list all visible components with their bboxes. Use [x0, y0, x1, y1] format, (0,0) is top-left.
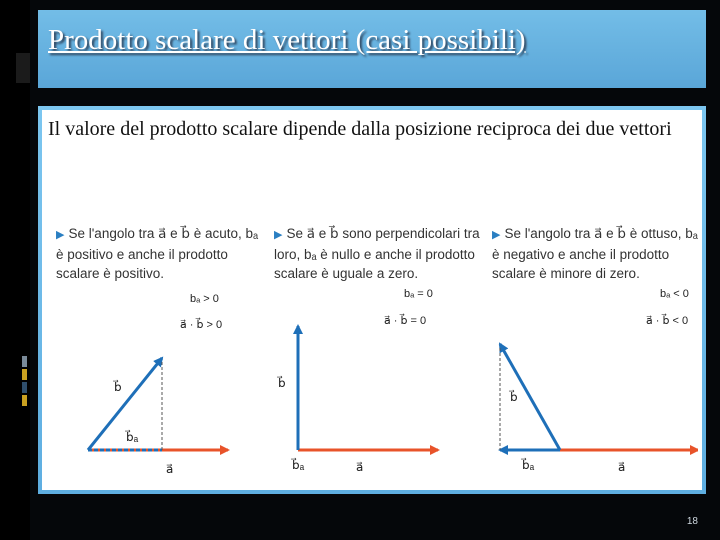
case-acute-description [56, 224, 268, 283]
case-acute-diagram [88, 358, 228, 450]
triangle-bullet-icon: ▶ [274, 229, 283, 241]
case-description-text: Se l'angolo tra a⃗ e b⃗ è ottuso, bₐ è negativo e anche il prodotto scalare è minore di zero. [492, 226, 698, 281]
content-box [38, 106, 706, 494]
label-b: b⃗ [278, 376, 286, 390]
decoration-square [16, 53, 30, 83]
condition-dot-product: a⃗ · b⃗ = 0 [384, 315, 427, 327]
decoration-bar [22, 382, 27, 393]
vector-figure [48, 214, 698, 486]
title-box [38, 10, 706, 88]
decoration-bar [22, 369, 27, 380]
case-description-text: Se a⃗ e b⃗ sono perpendicolari tra loro, bₐ è nullo e anche il prodotto scalare è uguale a zero. [274, 226, 480, 281]
triangle-bullet-icon: ▶ [56, 229, 65, 241]
body-text: Il valore del prodotto scalare dipende dalla posizione reciproca dei due vettori [48, 118, 672, 140]
label-ba: b⃗ₐ [522, 458, 535, 472]
left-decoration [0, 0, 30, 540]
label-a: a⃗ [166, 462, 174, 476]
vector-b-arrow [500, 344, 560, 450]
decoration-bar [22, 356, 27, 367]
label-a: a⃗ [618, 460, 626, 474]
content-area [42, 110, 702, 490]
label-b: b⃗ [114, 380, 122, 394]
case-perpendicular-diagram [298, 326, 438, 450]
condition-dot-product: a⃗ · b⃗ > 0 [180, 319, 223, 331]
vector-b-arrow [88, 358, 162, 450]
decoration-bar [22, 395, 27, 406]
decoration-bars [22, 356, 27, 408]
slide-title: Prodotto scalare di vettori (casi possibili) [48, 24, 526, 56]
condition-dot-product: a⃗ · b⃗ < 0 [646, 315, 689, 327]
label-b: b⃗ [510, 390, 518, 404]
triangle-bullet-icon: ▶ [492, 229, 501, 241]
page-number: 18 [686, 516, 698, 527]
label-ba: b⃗ₐ [292, 458, 305, 472]
case-description-text: Se l'angolo tra a⃗ e b⃗ è acuto, bₐ è positivo e anche il prodotto scalare è positivo. [56, 226, 259, 281]
label-a: a⃗ [356, 460, 364, 474]
condition-projection: bₐ < 0 [660, 288, 689, 300]
case-perpendicular-description [274, 224, 486, 283]
condition-projection: bₐ = 0 [404, 288, 433, 300]
condition-projection: bₐ > 0 [190, 293, 219, 305]
label-ba: b⃗ₐ [126, 430, 139, 444]
case-obtuse-description [492, 224, 704, 283]
case-obtuse-diagram [500, 344, 698, 450]
